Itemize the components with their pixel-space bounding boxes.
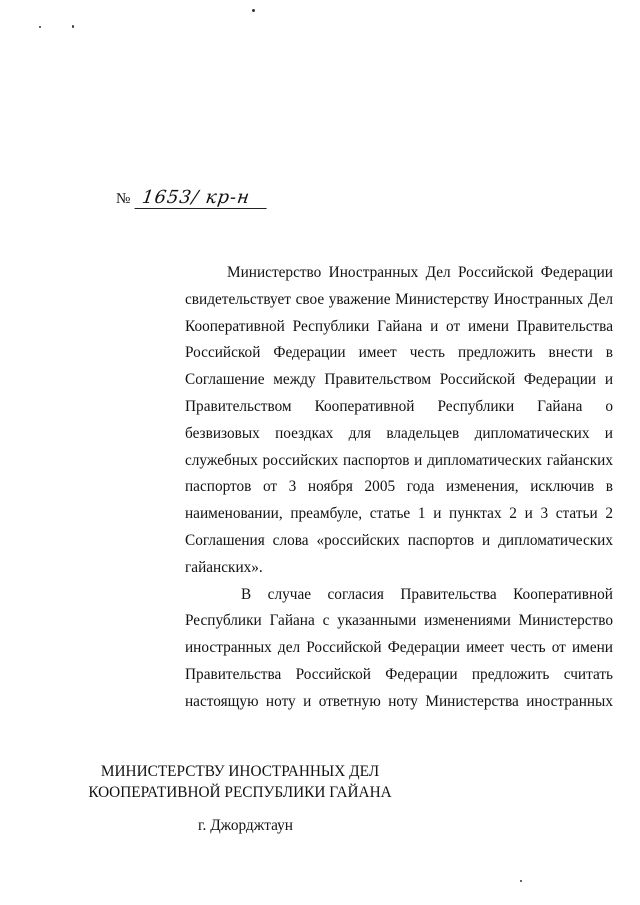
addressee-line-2: КООПЕРАТИВНОЙ РЕСПУБЛИКИ ГАЙАНА xyxy=(88,784,392,801)
addressee-block xyxy=(80,761,400,803)
scan-speck xyxy=(252,9,255,12)
scan-speck xyxy=(72,25,74,28)
paragraph-consent: В случае согласия Правительства Кооперативной Республики Гайана с указанными изменениями Министерство иностранных дел Российской Федерации имеет честь от имени Правительства Российской Федерации предложить считать настоящую ноту и ответную ноту Министерства иностранных xyxy=(185,585,613,710)
addressee-city: г. Джорджтаун xyxy=(198,817,293,834)
scan-speck xyxy=(520,880,522,882)
handwritten-note-number: 1653/ кр-н xyxy=(135,188,270,209)
scan-speck xyxy=(39,26,41,28)
note-number xyxy=(116,188,268,209)
note-body xyxy=(185,260,613,716)
number-sign: № xyxy=(116,191,131,207)
paragraph-proposal: Министерство Иностранных Дел Российской Федерации свидетельствует свое уважение Министерству Иностранных Дел Кооперативной Республики Гайана и от имени Правительства Российской Федерации имеет честь предложить внести в Соглашение между Правительством Российской Федерации и Правительством Кооперативной Республики Гайана о безвизовых поездках для владельцев дипломатических и служебных российских паспортов и дипломатических гайанских паспортов от 3 ноября 2005 года изменения, исключив в наименовании, преамбуле, статье 1 и пунктах 2 и 3 статьи 2 Соглашения слова «российских паспортов и дипломатических гайанских». xyxy=(185,264,613,576)
addressee-line-1: МИНИСТЕРСТВУ ИНОСТРАННЫХ ДЕЛ xyxy=(100,763,380,780)
